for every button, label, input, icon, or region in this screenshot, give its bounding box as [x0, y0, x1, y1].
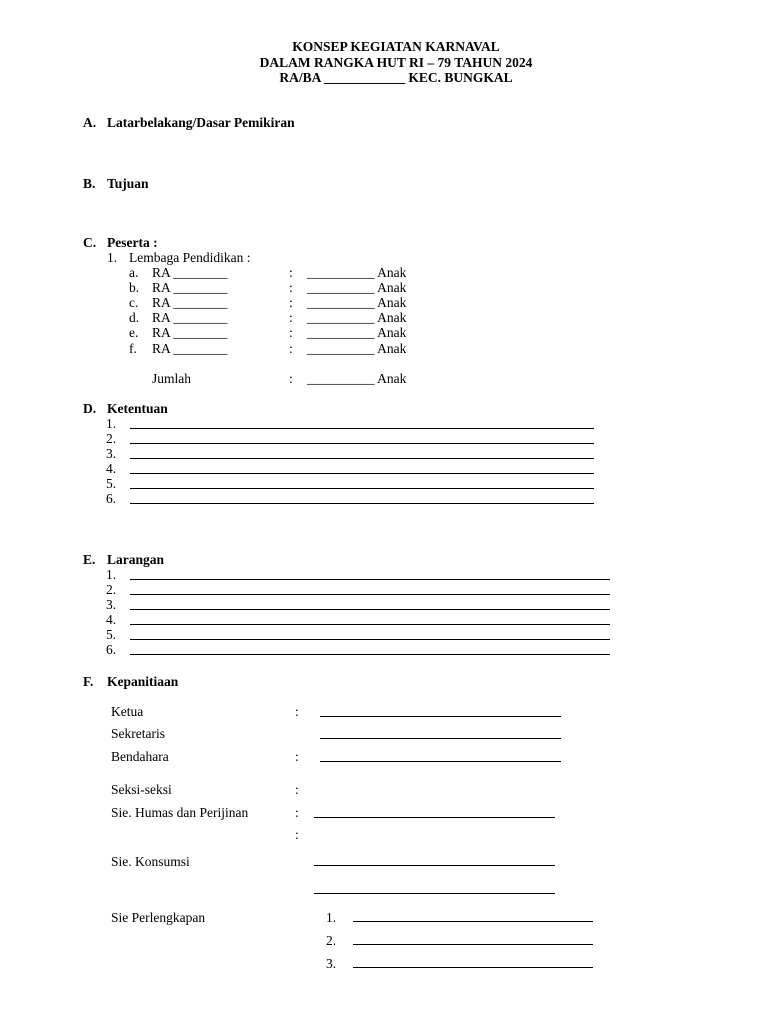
ketentuan-blank-line: [130, 443, 594, 444]
row-colon: :: [289, 265, 293, 280]
row-colon: :: [289, 280, 293, 295]
larangan-blank-line: [130, 654, 610, 655]
ketentuan-number: 4.: [106, 461, 117, 476]
larangan-number: 2.: [106, 582, 117, 597]
section-d-letter: D.: [83, 401, 97, 416]
section-e-title: Larangan: [107, 552, 165, 567]
perlengkapan-blank-line: [353, 944, 593, 945]
ketua-colon: :: [295, 704, 299, 719]
row-colon: :: [289, 341, 293, 356]
total-colon: :: [289, 371, 293, 386]
ketentuan-number: 3.: [106, 446, 117, 461]
larangan-number: 5.: [106, 627, 117, 642]
konsumsi-blank-line: [314, 893, 555, 894]
section-a-letter: A.: [83, 115, 97, 130]
row-value: __________ Anak: [307, 295, 407, 310]
ketentuan-number: 5.: [106, 476, 117, 491]
row-label: RA ________: [152, 295, 228, 310]
humas-label: Sie. Humas dan Perijinan: [111, 805, 249, 820]
larangan-blank-line: [130, 609, 610, 610]
doc-title-line-2: DALAM RANGKA HUT RI – 79 TAHUN 2024: [259, 55, 533, 70]
ketentuan-blank-line: [130, 428, 594, 429]
row-letter: f.: [129, 341, 137, 356]
ketentuan-number: 2.: [106, 431, 117, 446]
section-b-title: Tujuan: [107, 176, 149, 191]
larangan-blank-line: [130, 579, 610, 580]
larangan-number: 6.: [106, 642, 117, 657]
section-c-letter: C.: [83, 235, 97, 250]
humas-colon: :: [295, 805, 299, 820]
section-a-title: Latarbelakang/Dasar Pemikiran: [107, 115, 295, 130]
row-value: __________ Anak: [307, 265, 407, 280]
section-d-title: Ketentuan: [107, 401, 168, 416]
section-e-letter: E.: [83, 552, 96, 567]
total-label: Jumlah: [152, 371, 191, 386]
row-colon: :: [289, 310, 293, 325]
row-label: RA ________: [152, 325, 228, 340]
row-value: __________ Anak: [307, 325, 407, 340]
row-letter: e.: [129, 325, 139, 340]
ketua-label: Ketua: [111, 704, 144, 719]
sekretaris-label: Sekretaris: [111, 726, 165, 741]
row-label: RA ________: [152, 310, 228, 325]
ketentuan-blank-line: [130, 473, 594, 474]
larangan-blank-line: [130, 639, 610, 640]
ketua-blank-line: [320, 716, 561, 717]
konsumsi-blank-line: [314, 865, 555, 866]
perlengkapan-number: 1.: [326, 910, 337, 925]
row-label: RA ________: [152, 265, 228, 280]
row-colon: :: [289, 295, 293, 310]
section-b-letter: B.: [83, 176, 96, 191]
perlengkapan-blank-line: [353, 967, 593, 968]
peserta-sub-number: 1.: [107, 250, 118, 265]
row-letter: b.: [129, 280, 140, 295]
ketentuan-number: 6.: [106, 491, 117, 506]
row-value: __________ Anak: [307, 341, 407, 356]
perlengkapan-number: 3.: [326, 956, 337, 971]
larangan-number: 1.: [106, 567, 117, 582]
sekretaris-blank-line: [320, 738, 561, 739]
bendahara-label: Bendahara: [111, 749, 169, 764]
doc-title-line-1: KONSEP KEGIATAN KARNAVAL: [292, 39, 500, 54]
seksi-label: Seksi-seksi: [111, 782, 172, 797]
ketentuan-blank-line: [130, 503, 594, 504]
total-value: __________ Anak: [307, 371, 407, 386]
larangan-blank-line: [130, 624, 610, 625]
larangan-blank-line: [130, 594, 610, 595]
ketentuan-number: 1.: [106, 416, 117, 431]
perlengkapan-blank-line: [353, 921, 593, 922]
perlengkapan-number: 2.: [326, 933, 337, 948]
row-letter: c.: [129, 295, 139, 310]
row-letter: a.: [129, 265, 139, 280]
bendahara-colon: :: [295, 749, 299, 764]
section-c-title: Peserta :: [107, 235, 158, 250]
ketentuan-blank-line: [130, 458, 594, 459]
row-label: RA ________: [152, 341, 228, 356]
bendahara-blank-line: [320, 761, 561, 762]
seksi-colon: :: [295, 782, 299, 797]
larangan-number: 3.: [106, 597, 117, 612]
larangan-number: 4.: [106, 612, 117, 627]
humas-blank-line: [314, 817, 555, 818]
ketentuan-blank-line: [130, 488, 594, 489]
doc-title-line-3: RA/BA ____________ KEC. BUNGKAL: [279, 70, 513, 85]
row-letter: d.: [129, 310, 140, 325]
konsumsi-label: Sie. Konsumsi: [111, 854, 190, 869]
row-value: __________ Anak: [307, 280, 407, 295]
extra-colon: :: [295, 827, 299, 842]
section-f-letter: F.: [83, 674, 94, 689]
section-f-title: Kepanitiaan: [107, 674, 179, 689]
row-label: RA ________: [152, 280, 228, 295]
row-value: __________ Anak: [307, 310, 407, 325]
perlengkapan-label: Sie Perlengkapan: [111, 910, 206, 925]
peserta-sub-title: Lembaga Pendidikan :: [129, 250, 251, 265]
row-colon: :: [289, 325, 293, 340]
